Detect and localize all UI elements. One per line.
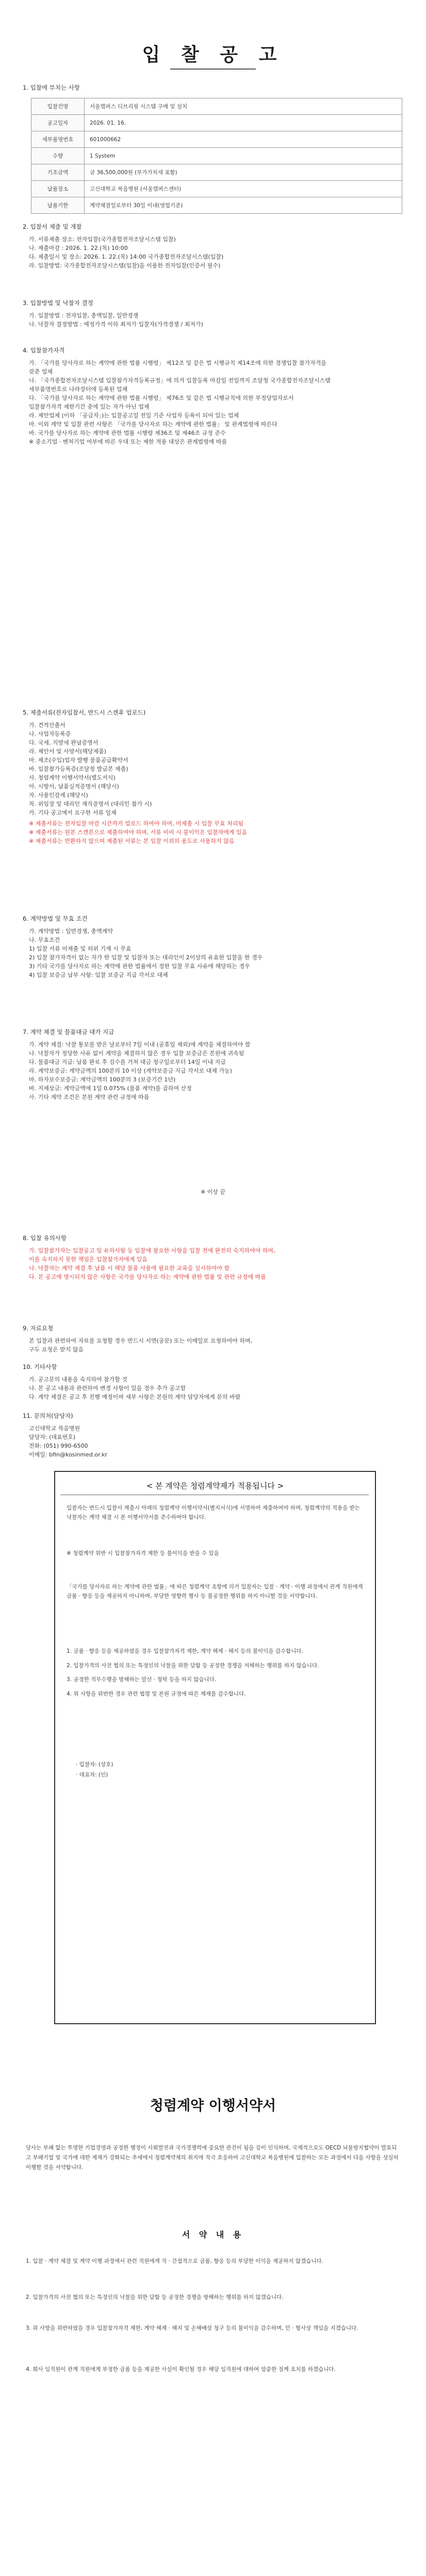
section-6-line: 나. 무효조건 [29, 937, 60, 943]
section-3 [23, 299, 404, 329]
pledge-title: 청렴계약 이행서약서 [150, 2098, 276, 2114]
section-6-line: 4) 입찰 보증금 납부 사항: 입찰 보증금 지급 각서로 대체 [29, 972, 168, 978]
section-4-line: 나. 「국가종합전자조달시스템 입찰참가자격등록규정」에 의거 입찰등록 마감일 전일까지 조달청 국가종합전자조달시스템 [29, 377, 331, 384]
section-8 [23, 1234, 404, 1281]
section-5-line: 바. 입찰참가등록증(조달청 발급본 제출) [29, 766, 128, 772]
section-5-line: 다. 국세, 지방세 완납증명서 [29, 739, 99, 746]
section-4-line: 가. 「국가를 당사자로 하는 계약에 관한 법률 시행령」 제12조 및 같은 법 시행규칙 제14조에 의한 경쟁입찰 참가자격을 [29, 360, 326, 366]
info-table-key: 수량 [31, 148, 85, 164]
section-7 [23, 1028, 404, 1101]
integrity-box-paragraph-1: 입찰자는 반드시 입찰서 제출시 아래의 청렴계약 이행서약서(별지서식)에 서명하여 제출하여야 하며, 청렴계약의 적용을 받는 낙찰자는 계약 체결 시 본 이행서약서를 준수하여야 합니다. [67, 1505, 360, 1520]
section-8-heading: 8. 입찰 유의사항 [23, 1234, 67, 1242]
section-8-line: 가. 입찰참가자는 입찰공고 및 유의사항 등 입찰에 필요한 사항을 입찰 전에 완전히 숙지하여야 하며, [29, 1247, 275, 1254]
section-6-heading: 6. 계약방법 및 무효 조건 [23, 915, 88, 922]
info-table-key: 세부품명번호 [31, 131, 85, 148]
section-7-heading: 7. 계약 체결 및 물품대금 대가 지급 [23, 1028, 114, 1036]
info-table-key: 공고일자 [31, 115, 85, 131]
integrity-box-item: 4. 위 사항을 위반한 경우 관련 법령 및 본원 규정에 따른 제재를 감수합니다. [67, 1690, 246, 1697]
integrity-box-signer: · 입찰자: (상호) [76, 1761, 113, 1768]
section-10-heading: 10. 기타사항 [23, 1363, 57, 1370]
section-5-heading: 5. 제출서류(전자입찰서, 반드시 스캔후 업로드) [23, 709, 146, 716]
pledge-clause: 1. 입찰 · 계약 체결 및 계약 이행 과정에서 관련 직원에게 직 · 간접적으로 금품, 향응 등의 부당한 이익을 제공하지 않겠습니다. [26, 2258, 323, 2264]
pledge-subtitle: 서 약 내 용 [182, 2230, 244, 2240]
section-11-heading: 11. 문의처(담당자) [23, 1412, 73, 1419]
section-6-line: 2) 입찰 참가자격이 없는 자가 한 입찰 및 입찰자 또는 대리인이 2이상의 유효한 입찰을 한 경우 [29, 954, 263, 961]
section-5-line: 라. 제안서 및 사양서(해당제품) [29, 748, 107, 755]
info-table-value: 고신대학교 복음병원 (서울캠퍼스센터) [85, 181, 402, 197]
section-4-line: 다. 「국가를 당사자로 하는 계약에 관한 법률 시행령」 제76조 및 같은 법 시행규칙에 의한 부정당업자로서 [29, 395, 294, 401]
section-7-line: 마. 하자보수보증금: 계약금액의 100분의 3 (보증기간 1년) [29, 1076, 176, 1083]
section-2-line: 나. 제출마감 : 2026. 1. 22.(목) 10:00 [29, 245, 128, 251]
integrity-box-paragraph-2: 「국가를 당사자로 하는 계약에 관한 법률」에 따른 청렴계약 조항에 의거 입찰자는 입찰 · 계약 · 이행 과정에서 관계 직원에게 금품 · 향응 등을 제공하지 아니하며, 부당한 영향력 행사 등 불공정한 행위를 하지 아니할 것을 서약합니다. [67, 1584, 363, 1599]
section-6 [23, 914, 404, 979]
pledge-clause: 3. 위 사항을 위반하였을 경우 입찰참가자격 제한, 계약 해제 · 해지 및 손해배상 청구 등의 불이익을 감수하며, 민 · 형사상 책임을 지겠습니다. [26, 2325, 358, 2331]
section-11-line: 고신대학교 복음병원 [29, 1425, 80, 1432]
integrity-box-representative: · 대표자: (인) [76, 1772, 108, 1778]
section-2 [23, 223, 404, 270]
section-10 [23, 1363, 404, 1401]
info-table-value: 2026. 01. 16. [85, 115, 402, 131]
section-4-line: 입찰참가자격 제한기간 중에 있는 자가 아닌 업체 [29, 403, 150, 410]
section-5-line: 카. 기타 공고에서 요구한 서류 일체 [29, 809, 117, 816]
info-table-row [31, 181, 402, 197]
section-5-line: 자. 사용인감계 (해당시) [29, 792, 88, 799]
section-5 [23, 708, 404, 845]
pledge-intro: 당사는 부패 없는 투명한 기업경영과 공정한 행정이 사회발전과 국가경쟁력에 중요한 관건이 됨을 깊이 인식하며, 국제적으로도 OECD 뇌물방지협약이 발효되고 부패기업 및 국가에 대한 제재가 강화되는 추세에서 청렴계약제의 취지에 적극 호응하여 고신대학교 복음병원에 입찰하는 모든 과정에서 다음 사항을 성실히 이행할 것을 서약합니다. [26, 2145, 399, 2171]
info-table-row [31, 164, 402, 181]
section-11-line: 전화: (051) 990-6500 [29, 1443, 88, 1449]
section-7-line: 다. 물품대금 지급: 납품 완료 후 검수를 거쳐 대금 청구일로부터 14일 이내 지급 [29, 1059, 226, 1065]
section-3-line: 가. 입찰방법 : 전자입찰, 총액입찰, 일반경쟁 [29, 312, 139, 319]
section-2-line: 다. 제출일시 및 장소: 2026. 1. 22.(목) 14:00 국가종합전자조달시스템(입찰) [29, 253, 224, 260]
integrity-box-item: 3. 공정한 직무수행을 방해하는 알선 · 청탁 등을 하지 않습니다. [67, 1676, 217, 1683]
section-10-line: 나. 본 공고 내용과 관련하여 변경 사항이 있을 경우 추가 공고함 [29, 1385, 186, 1392]
section-11-line: 이메일: bfin@kosinmed.or.kr [29, 1451, 108, 1458]
section-7-end-note: ※ 이상 끝 [200, 1189, 226, 1195]
info-table-row [31, 148, 402, 164]
section-6-line: 1) 입찰 서류 미제출 및 허위 기재 시 무효 [29, 945, 132, 952]
section-6-line: 가. 계약방법 : 일반경쟁, 총액계약 [29, 928, 113, 935]
title-underline [170, 69, 256, 70]
info-table-value: 서울캠퍼스 디브리핑 시스템 구매 및 설치 [85, 98, 402, 115]
info-table-key: 납품기한 [31, 197, 85, 214]
section-10-line: 가. 공고문의 내용을 숙지하여 참가할 것 [29, 1376, 127, 1383]
section-5-line: 사. 청렴계약 이행서약서(별도서식) [29, 774, 116, 781]
info-table-value: 계약체결일로부터 30일 이내(영업기준) [85, 197, 402, 214]
info-table-row [31, 197, 402, 214]
section-9-heading: 9. 자료요청 [23, 1325, 54, 1332]
section-5-line: 차. 위임장 및 대리인 재직증명서 (대리인 참가 시) [29, 801, 152, 807]
bid-info-table [31, 98, 402, 214]
info-table-key: 납품장소 [31, 181, 85, 197]
section-5-line: 마. 제조(수입)업자 발행 물품공급확약서 [29, 757, 128, 764]
section-2-line: 가. 서류제출 장소: 전자입찰(국가종합전자조달시스템 입찰) [29, 236, 176, 243]
pledge-clause: 4. 회사 임직원이 관계 직원에게 부정한 금품 등을 제공한 사실이 확인될 경우 해당 임직원에 대하여 엄중한 징계 조치를 하겠습니다. [26, 2366, 336, 2372]
pledge-clause: 2. 입찰가격의 사전 협의 또는 특정인의 낙찰을 위한 담합 등 공정한 경쟁을 방해하는 행위를 하지 않겠습니다. [26, 2294, 284, 2300]
section-9-line: 본 입찰과 관련하여 자료를 요청할 경우 반드시 서면(공문) 또는 이메일로 요청하여야 하며, [29, 1337, 253, 1344]
info-table-value: 금 36,500,000원 (부가가치세 포함) [85, 164, 402, 181]
info-table-value: 1 System [85, 148, 402, 164]
section-4-line: 마. 이외 계약 및 입찰 관련 사항은 「국가를 당사자로 하는 계약에 관한 법률」 및 관계법령에 따른다 [29, 421, 277, 428]
section-11 [23, 1412, 404, 1459]
section-4-line: 갖춘 업체 [29, 368, 53, 375]
section-6-line: 3) 기타 국가를 당사자로 하는 계약에 관한 법률에서 정한 입찰 무효 사유에 해당하는 경우 [29, 963, 250, 970]
section-4-line: ※ 중소기업 · 벤처기업 여부에 따른 우대 또는 제한 적용 대상은 관계법령에 따름 [29, 438, 227, 445]
section-8-line: 이를 숙지하지 못한 책임은 입찰참가자에게 있음 [29, 1256, 148, 1263]
section-7-line: 나. 낙찰자가 정당한 사유 없이 계약을 체결하지 않은 경우 입찰 보증금은 본원에 귀속됨 [29, 1050, 244, 1057]
integrity-box-items [67, 1647, 364, 1704]
integrity-box-item: 2. 입찰가격의 사전 협의 또는 특정인의 낙찰을 위한 담합 등 공정한 경쟁을 저해하는 행위를 하지 않습니다. [67, 1662, 319, 1669]
section-1-heading: 1. 입찰에 부치는 사항 [23, 84, 80, 91]
info-table-row [31, 131, 402, 148]
section-4-line: 세부품명번호로 나라장터에 등록된 업체 [29, 386, 128, 393]
info-table-key: 기초금액 [31, 164, 85, 181]
section-2-heading: 2. 입찰서 제출 및 개찰 [23, 223, 82, 230]
notice-title: 입 찰 공 고 [142, 44, 284, 65]
info-table-row [31, 98, 402, 115]
section-7-line: 라. 계약보증금: 계약금액의 100분의 10 이상 (계약보증금 지급 각서로 대체 가능) [29, 1067, 232, 1074]
section-7-line: 사. 기타 계약 조건은 본원 계약 관련 규정에 따름 [29, 1094, 150, 1100]
integrity-box-item: 1. 금품 · 향응 등을 제공하였을 경우 입찰참가자격 제한, 계약 해제 · 해지 등의 불이익을 감수합니다. [67, 1648, 303, 1654]
integrity-box-title: < 본 계약은 청렴계약제가 적용됩니다 > [146, 1481, 284, 1490]
section-5-line: 아. 시방서, 납품실적증명서 (해당시) [29, 783, 119, 790]
section-4-line: 바. 국가를 당사자로 하는 계약에 관한 법률 시행령 제36조 및 제46조 규정 준수 [29, 430, 226, 436]
section-5-note: ※ 제출서류는 전자입찰 마감 시간까지 업로드 하여야 하며, 미제출 시 입찰 무효 처리됨 [29, 820, 243, 827]
section-9 [23, 1324, 404, 1354]
info-table-value: 601000662 [85, 131, 402, 148]
info-table-key: 입찰건명 [31, 98, 85, 115]
section-8-line: 나. 낙찰자는 계약 체결 후 납품 시 해당 물품 사용에 필요한 교육을 실시하여야 함 [29, 1265, 230, 1272]
section-4-line: 라. 제안업체 (이하 「공급자」)는 입찰공고일 전일 기준 사업자 등록이 되어 있는 업체 [29, 412, 239, 419]
section-10-line: 다. 계약 체결은 공고 후 진행 예정이며 세부 사항은 본원의 계약 담당자에게 문의 바람 [29, 1394, 241, 1400]
info-table-row [31, 115, 402, 131]
integrity-box-warning: ※ 청렴계약 위반 시 입찰참가자격 제한 등 불이익을 받을 수 있음 [67, 1550, 219, 1556]
section-11-line: 담당자: (대표번호) [29, 1434, 76, 1440]
section-3-heading: 3. 입찰방법 및 낙찰자 결정 [23, 299, 93, 307]
section-4 [23, 346, 404, 446]
section-5-line: 나. 사업자등록증 [29, 731, 71, 737]
section-5-note: ※ 제출서류는 원본 스캔본으로 제출하여야 하며, 서류 미비 시 불이익은 입찰자에게 있음 [29, 829, 248, 836]
section-5-note: ※ 제출서류는 반환하지 않으며 제출된 서류는 본 입찰 이외의 용도로 사용하지 않음 [29, 838, 235, 844]
section-5-line: 가. 견적산출서 [29, 722, 65, 728]
section-2-line: 라. 입찰방법: 국가종합전자조달시스템(입찰)을 이용한 전자입찰(인증서 필수) [29, 262, 221, 269]
section-8-line: 다. 본 공고에 명시되지 않은 사항은 국가를 당사자로 하는 계약에 관한 법률 및 관련 규정에 따름 [29, 1274, 266, 1280]
integrity-notice-box [54, 1471, 376, 2024]
section-7-line: 가. 계약 체결: 낙찰 통보를 받은 날로부터 7일 이내 (공휴일 제외)에 계약을 체결하여야 함 [29, 1041, 251, 1048]
section-7-line: 바. 지체상금: 계약금액에 1일 0.075% (물품 계약)를 곱하여 산정 [29, 1085, 192, 1092]
section-4-heading: 4. 입찰참가자격 [23, 347, 65, 354]
section-3-line: 나. 낙찰자 결정방법 : 예정가격 이하 최저가 입찰자(가격경쟁 / 최저가) [29, 321, 203, 328]
section-9-line: 구두 요청은 받지 않음 [29, 1346, 84, 1353]
